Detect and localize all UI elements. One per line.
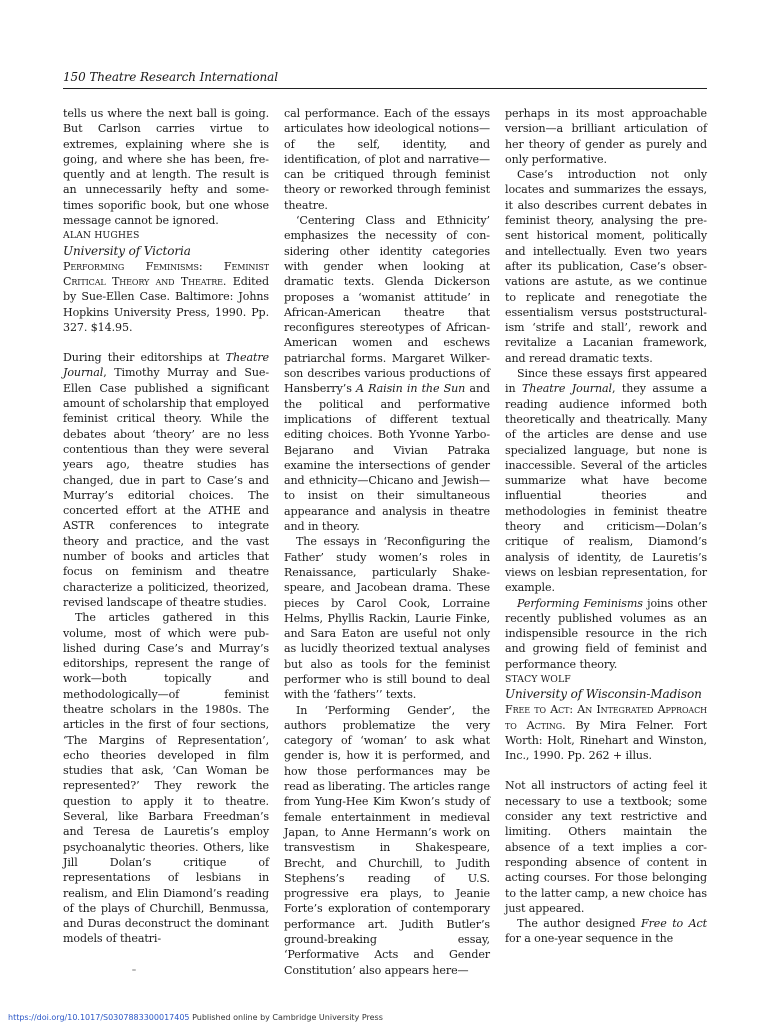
journal-ref: Theatre Journal xyxy=(63,351,269,380)
book-title: Performing Feminisms: Feminist Critical Theory and Theatre. xyxy=(63,259,269,288)
reviewer-name: STACY WOLF xyxy=(505,673,571,685)
reviewer-affiliation: University of Victoria xyxy=(63,243,191,258)
doi-link[interactable]: https://doi.org/10.1017/S0307883300017405 xyxy=(8,1013,190,1022)
column-2 xyxy=(284,106,490,978)
review-paragraph: During their editorships at Theatre Journal, Timothy Murray and Sue-Ellen Case published a significant amount of scholarship that employed feminist critical theory. While the debates about ‘theory’ are no less contentious than they were several years ago, theatre studies has changed, due in part to Case’s and Murray’s editorial choices. The concerted effort at the ATHE and ASTR conferences to integrate theory and practice, and the vast number of books and articles that focus on feminism and theatre characterize a politicized, theorized, revised landscape of theatre studies. xyxy=(63,351,269,609)
review-paragraph: Case’s introduction not only locates and summarizes the essays, it also describes current debates in feminist theory, analysing the present historical moment, politically and intellectually. Even two years after its publication, Case’s observations are astute, as we continue to replicate and renegotiate the essentialism versus poststructuralism ‘strife and stall’, rework and revitalize a Lacanian framework, and reread dramatic texts. xyxy=(505,168,707,365)
review-continuation: tells us where the next ball is going. But Carlson carries virtue to extremes, explaining where she is going, and where she has been, frequently and at length. The result is an unnecessarily hefty and sometimes soporific book, but one whose message cannot be ignored. xyxy=(63,107,269,228)
journal-title: Theatre Research International xyxy=(89,70,278,84)
review-paragraph: Performing Feminisms joins other recently published volumes as an indispensible resource in the rich and growing field of feminist and performance theory. xyxy=(505,596,707,671)
scan-mark xyxy=(132,969,136,971)
review-paragraph: perhaps in its most approachable version—a brilliant articulation of her theory of gender as purely and only performative. xyxy=(505,107,707,166)
book-details: By Mira Felner. Fort Worth: Holt, Rinehart and Winston, Inc., 1990. Pp. 262 + illus. xyxy=(505,718,707,763)
review-paragraph: The essays in ‘Reconfiguring the Father’ study women’s roles in Renaissance, particularly Shakespeare, and Jacobean drama. These pieces by Carol Cook, Lorraine Helms, Phyllis Rackin, Laurie Finke, and Sara Eaton are useful not only as lucidly theorized textual analyses but also as tools for the feminist performer who is still bound to deal with the ‘fathers’’ texts. xyxy=(284,535,490,702)
book-heading xyxy=(505,702,707,763)
book-heading xyxy=(63,259,269,335)
review-paragraph: The author designed Free to Act for a one-year sequence in the xyxy=(505,917,707,946)
column-3 xyxy=(505,106,707,947)
page-number: 150 xyxy=(63,70,86,84)
reviewer-affiliation: University of Wisconsin-Madison xyxy=(505,687,702,702)
review-paragraph: ‘Centering Class and Ethnicity’ emphasizes the necessity of considering other identity categories with gender when looking at dramatic texts. Glenda Dickerson proposes a ‘womanist attitude’ in African-American theatre that reconfigures stereotypes of African-American women and eschews patriarchal forms. Margaret Wilkerson describes various productions of Hansberry’s A Raisin in the Sun and the political and performative implications of different textual editing choices. Both Yvonne Yarbo-Bejarano and Vivian Patraka examine the intersections of gender and ethnicity—Chicano and Jewish—to insist on their simultaneous appearance and analysis in theatre and in theory. xyxy=(284,214,490,534)
book-ref: Free to Act xyxy=(641,917,707,931)
play-title: A Raisin in the Sun xyxy=(356,382,466,396)
review-paragraph: The articles gathered in this volume, most of which were published during Case’s and Murray’s editorships, represent the range of work—both topically and methodologically—of feminist theatre scholars in the 1980s. The articles in the first of four sections, ‘The Margins of Representation’, echo theories developed in film studies that ask, ‘Can Woman be represented?’ They rework the question to apply it to theatre. Several, like Barbara Freedman’s and Teresa de Lauretis’s employ psychoanalytic theories. Others, like Jill Dolan’s critique of representations of lesbians in realism, and Elin Diamond’s reading of the plays of Churchill, Benmussa, and Duras deconstruct the dominant models of theatri- xyxy=(63,611,269,946)
header-rule xyxy=(63,88,707,89)
running-head xyxy=(63,69,278,85)
book-title: Free to Act: An Integrated Approach to Acting. xyxy=(505,703,707,732)
reviewer-name: ALAN HUGHES xyxy=(63,230,140,242)
review-paragraph: cal performance. Each of the essays articulates how ideological notions—of the self, identity, and identification, of plot and narrative—can be critiqued through feminist theory or reworked through feminist theatre. xyxy=(284,107,490,212)
journal-ref: Theatre Journal xyxy=(521,382,612,396)
book-ref: Performing Feminisms xyxy=(517,596,643,610)
column-1 xyxy=(63,106,269,947)
publisher-note: Published online by Cambridge University Press xyxy=(189,1013,383,1022)
book-details: Edited by Sue-Ellen Case. Baltimore: Johns Hopkins University Press, 1990. Pp. 327. $14.95. xyxy=(63,274,269,334)
review-paragraph: Not all instructors of acting feel it necessary to use a textbook; some consider any text restrictive and limiting. Others maintain the absence of a text implies a corresponding absence of content in acting courses. For those belonging to the latter camp, a new choice has just appeared. xyxy=(505,779,707,915)
review-paragraph: Since these essays first appeared in Theatre Journal, they assume a reading audience informed both theoretically and theatrically. Many of the articles are dense and use specialized language, but none is inaccessible. Several of the articles summarize what have become influential theories and methodologies in feminist theatre theory and criticism—Dolan’s critique of realism, Diamond’s analysis of identity, de Lauretis’s views on lesbian representation, for example. xyxy=(505,367,708,595)
doi-footer xyxy=(8,1013,383,1022)
review-paragraph: In ‘Performing Gender’, the authors problematize the very category of ‘woman’ to ask what gender is, how it is performed, and how those performances may be read as liberating. The articles range from Yung-Hee Kim Kwon’s study of female entertainment in medieval Japan, to Anne Hermann’s work on transvestism in Shakespeare, Brecht, and Churchill, to Judith Stephens’s reading of U.S. progressive era plays, to Jeanie Forte’s exploration of contemporary performance art. Judith Butler’s ground-breaking essay, ‘Performative Acts and Gender Constitution’ also appears here— xyxy=(284,703,490,977)
